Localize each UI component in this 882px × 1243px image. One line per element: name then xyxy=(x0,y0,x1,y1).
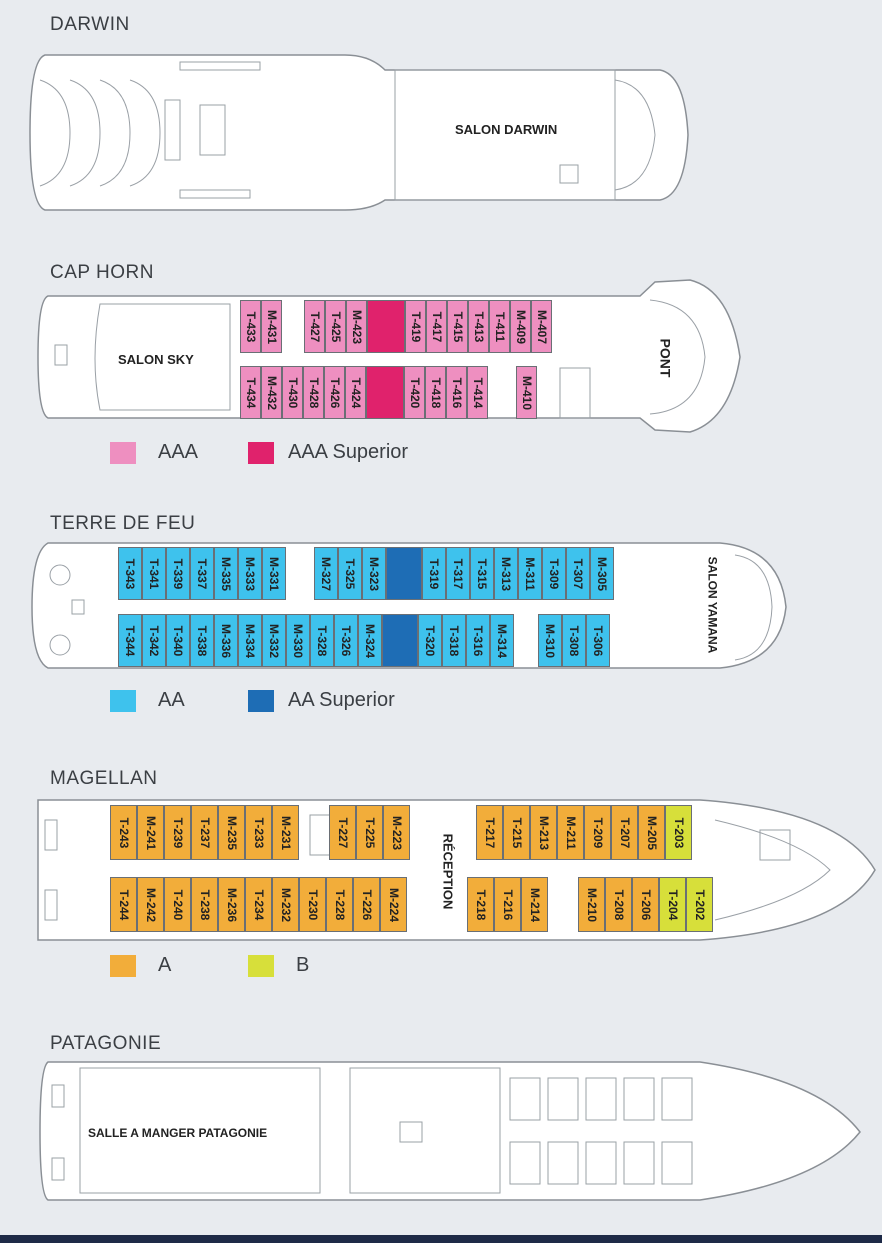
cabin-number: T-228 xyxy=(332,889,347,920)
cabin-m-214[interactable] xyxy=(521,877,548,932)
cabin-t-233[interactable] xyxy=(245,805,272,860)
cabin-t-239[interactable] xyxy=(164,805,191,860)
cabin-number: T-240 xyxy=(170,889,185,920)
cabin-number: M-334 xyxy=(243,623,257,658)
cabin-m-313[interactable] xyxy=(494,547,518,600)
cabin-t-433[interactable] xyxy=(240,300,261,353)
cabin-t-343[interactable] xyxy=(118,547,142,600)
cabin-number: T-218 xyxy=(473,889,488,920)
footer-bar xyxy=(0,1235,882,1243)
cabin-number: T-202 xyxy=(692,889,707,920)
cabin-number: M-313 xyxy=(499,556,513,591)
cabin-m-223[interactable] xyxy=(383,805,410,860)
legend-swatch xyxy=(248,690,274,712)
cabin-m-323[interactable] xyxy=(362,547,386,600)
salon-darwin-label: SALON DARWIN xyxy=(455,122,558,137)
cabin-t-339[interactable] xyxy=(166,547,190,600)
cabin-number: T-339 xyxy=(171,558,185,589)
salon-yamana-label: SALON YAMANA xyxy=(705,556,720,654)
deck-title-darwin: DARWIN xyxy=(50,14,130,35)
cabin-m-327[interactable] xyxy=(314,547,338,600)
cabin-t-238[interactable] xyxy=(191,877,218,932)
cabin-number: M-235 xyxy=(224,815,239,850)
cabin-t-206[interactable] xyxy=(632,877,659,932)
cabin-number: M-213 xyxy=(536,815,551,850)
cabin-number: M-423 xyxy=(349,309,364,344)
cabin-m-333[interactable] xyxy=(238,547,262,600)
superior-cabin-block[interactable] xyxy=(366,366,404,419)
cabin-t-234[interactable] xyxy=(245,877,272,932)
cabin-number: M-335 xyxy=(219,556,233,591)
cabin-number: T-411 xyxy=(492,311,507,342)
cabin-t-244[interactable] xyxy=(110,877,137,932)
cabin-m-407[interactable] xyxy=(531,300,552,353)
cabin-number: T-237 xyxy=(197,817,212,848)
cabin-number: T-315 xyxy=(475,558,489,589)
cabin-t-225[interactable] xyxy=(356,805,383,860)
cabin-number: T-207 xyxy=(617,817,632,848)
cabin-t-340[interactable] xyxy=(166,614,190,667)
cabin-t-237[interactable] xyxy=(191,805,218,860)
superior-cabin-block[interactable] xyxy=(382,614,418,667)
cabin-t-217[interactable] xyxy=(476,805,503,860)
cabin-number: T-206 xyxy=(638,889,653,920)
cabin-m-423[interactable] xyxy=(346,300,367,353)
cabin-number: T-340 xyxy=(171,625,185,656)
cabin-number: T-203 xyxy=(671,817,686,848)
cabin-m-332[interactable] xyxy=(262,614,286,667)
legend-swatch xyxy=(110,690,136,712)
cabin-t-208[interactable] xyxy=(605,877,632,932)
cabin-number: M-211 xyxy=(563,815,578,850)
cabin-number: T-234 xyxy=(251,889,266,920)
cabin-m-314[interactable] xyxy=(490,614,514,667)
cabin-m-211[interactable] xyxy=(557,805,584,860)
legend-b xyxy=(248,954,309,977)
cabin-number: T-243 xyxy=(116,817,131,848)
cabin-number: T-225 xyxy=(362,817,377,848)
cabin-t-419[interactable] xyxy=(405,300,426,353)
reception-label: RÉCEPTION xyxy=(440,833,456,910)
cabin-t-308[interactable] xyxy=(562,614,586,667)
cabin-number: M-330 xyxy=(291,623,305,658)
cabin-number: T-337 xyxy=(195,558,209,589)
cabin-t-320[interactable] xyxy=(418,614,442,667)
cabin-t-318[interactable] xyxy=(442,614,466,667)
cabin-t-230[interactable] xyxy=(299,877,326,932)
cabin-t-420[interactable] xyxy=(404,366,425,419)
cabin-number: T-316 xyxy=(471,625,485,656)
cabin-t-434[interactable] xyxy=(240,366,261,419)
cabin-m-205[interactable] xyxy=(638,805,665,860)
pont-label: PONT xyxy=(657,338,674,378)
cabin-number: T-319 xyxy=(427,558,441,589)
superior-cabin-block[interactable] xyxy=(367,300,405,353)
cabin-number: M-241 xyxy=(143,815,158,850)
cabin-number: M-336 xyxy=(219,623,233,658)
cabin-t-413[interactable] xyxy=(468,300,489,353)
cabin-m-305[interactable] xyxy=(590,547,614,600)
cabin-t-315[interactable] xyxy=(470,547,494,600)
cabin-t-228[interactable] xyxy=(326,877,353,932)
cabin-number: T-326 xyxy=(339,625,353,656)
cabin-number: T-308 xyxy=(567,625,581,656)
cabin-number: T-415 xyxy=(450,311,465,342)
cabin-number: T-414 xyxy=(470,377,485,408)
cabin-number: T-434 xyxy=(243,377,258,408)
cabin-m-213[interactable] xyxy=(530,805,557,860)
cabin-number: T-317 xyxy=(451,558,465,589)
cabin-number: T-320 xyxy=(423,625,437,656)
cabin-number: T-341 xyxy=(147,558,161,589)
cabin-m-409[interactable] xyxy=(510,300,531,353)
cabin-t-418[interactable] xyxy=(425,366,446,419)
cabin-t-426[interactable] xyxy=(324,366,345,419)
cabin-number: T-426 xyxy=(327,377,342,408)
cabin-t-414[interactable] xyxy=(467,366,488,419)
cabin-number: T-217 xyxy=(482,817,497,848)
cabin-number: T-428 xyxy=(306,377,321,408)
cabin-m-334[interactable] xyxy=(238,614,262,667)
cabin-number: T-417 xyxy=(429,311,444,342)
cabin-number: T-204 xyxy=(665,889,680,920)
cabin-number: M-331 xyxy=(267,556,281,591)
cabin-number: M-310 xyxy=(543,623,557,658)
cabin-m-224[interactable] xyxy=(380,877,407,932)
cabin-m-410[interactable] xyxy=(516,366,537,419)
cabin-number: M-407 xyxy=(534,309,549,344)
cabin-t-325[interactable] xyxy=(338,547,362,600)
cabin-t-342[interactable] xyxy=(142,614,166,667)
cabin-number: T-318 xyxy=(447,625,461,656)
cabin-number: T-342 xyxy=(147,625,161,656)
cabin-number: M-242 xyxy=(143,887,158,922)
cabin-number: M-224 xyxy=(386,887,401,922)
cabin-number: T-309 xyxy=(547,558,561,589)
legend-aaa xyxy=(110,441,198,464)
cabin-number: T-418 xyxy=(428,377,443,408)
cabin-t-341[interactable] xyxy=(142,547,166,600)
cabin-t-344[interactable] xyxy=(118,614,142,667)
cabin-m-324[interactable] xyxy=(358,614,382,667)
cabin-number: M-210 xyxy=(584,887,599,922)
legend-label: AA Superior xyxy=(288,689,395,711)
cabin-number: T-343 xyxy=(123,558,137,589)
cabin-number: T-307 xyxy=(571,558,585,589)
legend-a xyxy=(110,954,171,977)
cabin-number: T-416 xyxy=(449,377,464,408)
cabin-t-326[interactable] xyxy=(334,614,358,667)
salle-a-manger-label: SALLE A MANGER PATAGONIE xyxy=(88,1126,268,1140)
cabin-t-427[interactable] xyxy=(304,300,325,353)
cabin-t-415[interactable] xyxy=(447,300,468,353)
cabin-t-428[interactable] xyxy=(303,366,324,419)
cabin-t-430[interactable] xyxy=(282,366,303,419)
cabin-m-232[interactable] xyxy=(272,877,299,932)
cabin-m-336[interactable] xyxy=(214,614,238,667)
cabin-number: M-223 xyxy=(389,815,404,850)
cabin-number: T-233 xyxy=(251,817,266,848)
cabin-number: M-236 xyxy=(224,887,239,922)
cabin-number: M-432 xyxy=(264,375,279,410)
cabin-number: T-208 xyxy=(611,889,626,920)
legend-swatch xyxy=(110,442,136,464)
deck-title-terre-de-feu: TERRE DE FEU xyxy=(50,513,196,534)
cabin-number: T-433 xyxy=(243,311,258,342)
cabin-number: T-413 xyxy=(471,311,486,342)
cabin-t-425[interactable] xyxy=(325,300,346,353)
deck-title-patagonie: PATAGONIE xyxy=(50,1033,162,1054)
cabin-number: M-231 xyxy=(278,815,293,850)
cabin-number: M-332 xyxy=(267,623,281,658)
legend-aaa-superior xyxy=(248,441,408,464)
cabin-number: M-232 xyxy=(278,887,293,922)
darwin-hull xyxy=(30,55,688,210)
cabin-number: M-205 xyxy=(644,815,659,850)
cabin-number: T-325 xyxy=(343,558,357,589)
cabin-m-311[interactable] xyxy=(518,547,542,600)
legend-swatch xyxy=(248,955,274,977)
cabin-number: T-306 xyxy=(591,625,605,656)
cabin-t-204[interactable] xyxy=(659,877,686,932)
cabin-t-424[interactable] xyxy=(345,366,366,419)
cabin-t-337[interactable] xyxy=(190,547,214,600)
legend-label: AAA xyxy=(158,441,199,463)
cabin-m-242[interactable] xyxy=(137,877,164,932)
cabin-t-417[interactable] xyxy=(426,300,447,353)
cabin-number: M-324 xyxy=(363,623,377,658)
cabin-number: M-431 xyxy=(264,309,279,344)
cabin-t-319[interactable] xyxy=(422,547,446,600)
cabin-t-316[interactable] xyxy=(466,614,490,667)
cabin-m-432[interactable] xyxy=(261,366,282,419)
cabin-t-317[interactable] xyxy=(446,547,470,600)
cabin-number: T-244 xyxy=(116,889,131,920)
cabin-t-209[interactable] xyxy=(584,805,611,860)
cabin-t-202[interactable] xyxy=(686,877,713,932)
cabin-t-218[interactable] xyxy=(467,877,494,932)
cabin-t-207[interactable] xyxy=(611,805,638,860)
superior-cabin-block[interactable] xyxy=(386,547,422,600)
cabin-number: M-410 xyxy=(519,375,534,410)
cabin-t-306[interactable] xyxy=(586,614,610,667)
cabin-number: T-227 xyxy=(335,817,350,848)
cabin-t-240[interactable] xyxy=(164,877,191,932)
cabin-number: M-214 xyxy=(527,887,542,922)
cabin-t-338[interactable] xyxy=(190,614,214,667)
cabin-number: T-424 xyxy=(348,377,363,408)
cabin-number: T-209 xyxy=(590,817,605,848)
cabin-number: T-425 xyxy=(328,311,343,342)
legend-label: AAA Superior xyxy=(288,441,409,463)
legend-label: A xyxy=(158,954,172,976)
cabin-number: T-338 xyxy=(195,625,209,656)
cabin-number: T-230 xyxy=(305,889,320,920)
cabin-m-236[interactable] xyxy=(218,877,245,932)
legend-label: B xyxy=(296,954,310,976)
cabin-t-215[interactable] xyxy=(503,805,530,860)
cabin-t-216[interactable] xyxy=(494,877,521,932)
salon-sky-label: SALON SKY xyxy=(118,352,194,367)
cabin-number: M-409 xyxy=(513,309,528,344)
cabin-t-243[interactable] xyxy=(110,805,137,860)
legend-aa-superior xyxy=(248,689,395,712)
cabin-t-328[interactable] xyxy=(310,614,334,667)
deck-title-cap-horn: CAP HORN xyxy=(50,262,154,283)
cabin-t-203[interactable] xyxy=(665,805,692,860)
cabin-m-310[interactable] xyxy=(538,614,562,667)
legend-label: AA xyxy=(158,689,185,711)
deck-title-magellan: MAGELLAN xyxy=(50,768,158,789)
legend-aa xyxy=(110,689,185,712)
cabin-number: M-327 xyxy=(319,556,333,591)
cabin-t-309[interactable] xyxy=(542,547,566,600)
cabin-number: M-314 xyxy=(495,623,509,658)
cabin-m-210[interactable] xyxy=(578,877,605,932)
cabin-t-416[interactable] xyxy=(446,366,467,419)
cabin-number: M-305 xyxy=(595,556,609,591)
cabin-m-231[interactable] xyxy=(272,805,299,860)
cabin-m-331[interactable] xyxy=(262,547,286,600)
cabin-m-431[interactable] xyxy=(261,300,282,353)
cabin-number: M-323 xyxy=(367,556,381,591)
cabin-number: M-333 xyxy=(243,556,257,591)
cabin-m-241[interactable] xyxy=(137,805,164,860)
cabin-t-411[interactable] xyxy=(489,300,510,353)
cabin-m-335[interactable] xyxy=(214,547,238,600)
cabin-number: T-215 xyxy=(509,817,524,848)
legend-swatch xyxy=(248,442,274,464)
cabin-t-226[interactable] xyxy=(353,877,380,932)
cabin-number: M-311 xyxy=(523,556,537,591)
cabin-number: T-239 xyxy=(170,817,185,848)
cabin-m-330[interactable] xyxy=(286,614,310,667)
cabin-number: T-419 xyxy=(408,311,423,342)
cabin-number: T-344 xyxy=(123,625,137,656)
cabin-t-227[interactable] xyxy=(329,805,356,860)
cabin-number: T-216 xyxy=(500,889,515,920)
legend-swatch xyxy=(110,955,136,977)
cabin-m-235[interactable] xyxy=(218,805,245,860)
cabin-number: T-226 xyxy=(359,889,374,920)
cabin-number: T-238 xyxy=(197,889,212,920)
cabin-t-307[interactable] xyxy=(566,547,590,600)
cabin-number: T-427 xyxy=(307,311,322,342)
cabin-number: T-430 xyxy=(285,377,300,408)
cabin-number: T-328 xyxy=(315,625,329,656)
cabin-number: T-420 xyxy=(407,377,422,408)
